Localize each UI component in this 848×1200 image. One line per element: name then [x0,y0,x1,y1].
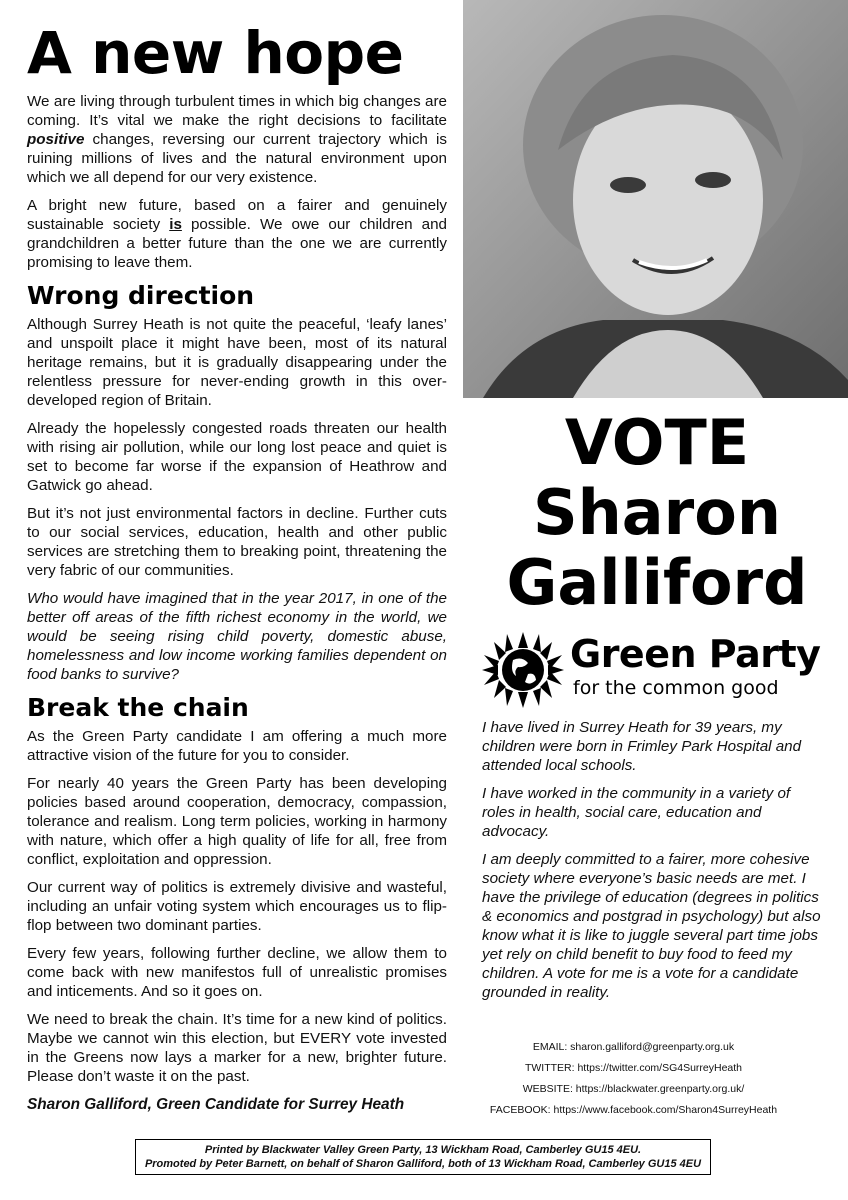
page-title: A new hope [27,19,404,87]
contact-facebook: FACEBOOK: https://www.facebook.com/Sharon4SurreyHeath [489,1104,778,1116]
contact-details [466,1037,801,1121]
intro-paragraph-2: A bright new future, based on a fairer and genuinely sustainable society is possible. We owe our children and grandchildren a better future than the one we are currently promising to leave them. [27,197,447,271]
candidate-portrait-illustration [463,0,848,398]
bio-paragraph-3: I am deeply committed to a fairer, more cohesive society where everyone’s basic needs are met. I have the privilege of education (degrees in politics & economics and postgrad in psychology) but also know what it is like to juggle several part time jobs yet rely on child benefit to buy food to feed my children. A vote for me is a vote for a candidate grounded in reality. [482,851,821,1001]
break-chain-paragraph-1: As the Green Party candidate I am offering a much more attractive vision of the future for you to consider. [27,728,447,764]
break-chain-paragraph-2: For nearly 40 years the Green Party has been developing policies based around cooperation, democracy, compassion, tolerance and realism. Long term policies, working in harmony with nature, which offer a high quality of life for all, free from conflict, exploitation and oppression. [27,775,447,868]
candidate-photo [463,0,848,398]
break-chain-paragraph-4: Every few years, following further decline, we allow them to come back with new manifestos full of unrealistic promises and inticements. And so it goes on. [27,945,447,1000]
emphasis-is: is [169,216,182,233]
candidate-bio [482,718,827,1011]
wrong-direction-paragraph-1: Although Surrey Heath is not quite the peaceful, ‘leafy lanes’ and unspoilt place it might have been, most of its natural heritage remains, but it is gradually disappearing under the relentless pressure for never-ending growth in this over-developed region of Britain. [27,316,447,409]
contact-website: WEBSITE: https://blackwater.greenparty.org.uk/ [522,1083,745,1095]
imprint-promoted-by: Promoted by Peter Barnett, on behalf of Sharon Galliford, both of 13 Wickham Road, Camberley GU15 4EU [144,1158,702,1170]
vote-headline [466,408,848,618]
contact-twitter: TWITTER: https://twitter.com/SG4SurreyHeath [524,1062,743,1074]
sunflower-earth-icon [478,630,568,710]
wrong-direction-paragraph-3: But it’s not just environmental factors in decline. Further cuts to our social services, education, health and other public services are stretching them to breaking point, threatening the very fabric of our communities. [27,505,447,579]
signature: Sharon Galliford, Green Candidate for Surrey Heath [27,1096,405,1113]
wrong-direction-paragraph-2: Already the hopelessly congested roads threaten our health with rising air pollution, while our long lost peace and quiet is set to become far worse if the expansion of Heathrow and Gatwick go ahead. [27,420,447,494]
imprint-footer [135,1139,711,1175]
intro-paragraph-1: We are living through turbulent times in which big changes are coming. It’s vital we make the right decisions to facilitate positive changes, reversing our current trajectory which is ruining millions of lives and the natural environment upon which we all depend for our very existence. [27,93,447,186]
bio-paragraph-1: I have lived in Surrey Heath for 39 years, my children were born in Frimley Park Hospital and attended local schools. [482,719,802,774]
party-name: Green Party [570,632,821,676]
left-column [27,19,447,1123]
candidate-last-name: Galliford [506,546,808,619]
candidate-first-name: Sharon [533,476,781,549]
section-heading-wrong-direction: Wrong direction [27,281,255,310]
imprint-printed-by: Printed by Blackwater Valley Green Party, 13 Wickham Road, Camberley GU15 4EU. [204,1144,642,1156]
vote-word: VOTE [564,406,750,479]
break-chain-paragraph-3: Our current way of politics is extremely divisive and wasteful, including an unfair voting system which encourages us to flip-flop between two dominant parties. [27,879,447,934]
bio-paragraph-2: I have worked in the community in a variety of roles in health, social care, education and advocacy. [482,785,791,840]
green-party-logo [478,630,838,710]
emphasis-positive: positive [27,131,85,148]
wrong-direction-paragraph-4: Who would have imagined that in the year 2017, in one of the better off areas of the fifth richest economy in the world, we would be seeing rising child poverty, domestic abuse, homelessness and low income working families dependent on food banks to survive? [27,590,447,683]
contact-email: EMAIL: sharon.galliford@greenparty.org.uk [532,1041,735,1053]
section-heading-break-the-chain: Break the chain [27,693,249,722]
party-tagline: for the common good [573,677,779,699]
break-chain-paragraph-5: We need to break the chain. It’s time for a new kind of politics. Maybe we cannot win this election, but EVERY vote invested in the Greens now lays a marker for a new, brighter future. Please don’t waste it on the past. [27,1011,447,1085]
